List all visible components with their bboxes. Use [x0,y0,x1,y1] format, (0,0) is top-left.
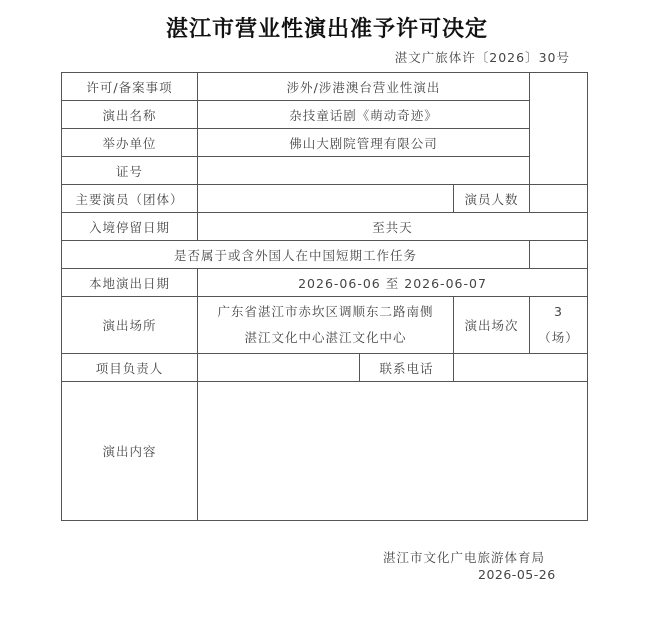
manager-label: 项目负责人 [62,354,198,382]
permit-table [61,72,588,521]
cert-label: 证号 [62,157,198,185]
performer-count-label: 演员人数 [454,185,530,213]
blank-side-cell [530,73,588,185]
content-label: 演出内容 [62,382,198,521]
local-dates-label: 本地演出日期 [62,269,198,297]
table-row [62,241,588,269]
table-row [62,297,588,354]
table-row [62,129,588,157]
sessions-value [530,297,588,354]
local-dates-value [198,269,588,297]
table-row [62,185,588,213]
issue-date: 2026-05-26 [478,567,556,582]
cert-value [198,157,530,185]
document-number: 湛文广旅体许〔2026〕30号 [394,50,570,65]
foreign-work-value [530,241,588,269]
sessions-label: 演出场次 [454,297,530,354]
performers-label: 主要演员（团体） [62,185,198,213]
table-row [62,213,588,241]
date-separator: 至 [385,275,400,291]
table-row [62,354,588,382]
venue-value [198,297,454,354]
table-row [62,101,588,129]
content-value [198,382,588,521]
entry-stay-label: 入境停留日期 [62,213,198,241]
table-row [62,382,588,521]
performers-value [198,185,454,213]
table-row [62,269,588,297]
venue-label: 演出场所 [62,297,198,354]
permit-type-label: 许可/备案事项 [62,73,198,101]
page-title: 湛江市营业性演出准予许可决定 [165,17,488,42]
venue-line-1: 广东省湛江市赤坎区调顺东二路南侧 [217,304,434,319]
permit-type-value: 涉外/涉港澳台营业性演出 [198,73,530,101]
date-from: 2026-06-06 [298,275,381,291]
phone-value [454,354,588,382]
venue-line-2: 湛江文化中心湛江文化中心 [244,330,407,345]
issuer-name: 湛江市文化广电旅游体育局 [383,550,546,565]
organizer-value: 佛山大剧院管理有限公司 [198,129,530,157]
show-name-label: 演出名称 [62,101,198,129]
sessions-unit: （场） [538,330,579,345]
organizer-label: 举办单位 [62,129,198,157]
performer-count-value [530,185,588,213]
table-row [62,157,588,185]
entry-stay-value: 至共天 [198,213,588,241]
sessions-count: 3 [554,304,563,319]
phone-label: 联系电话 [360,354,454,382]
date-to: 2026-06-07 [404,275,487,291]
table-row [62,73,588,101]
show-name-value: 杂技童话剧《萌动奇迹》 [198,101,530,129]
manager-value [198,354,360,382]
foreign-work-question: 是否属于或含外国人在中国短期工作任务 [62,241,530,269]
